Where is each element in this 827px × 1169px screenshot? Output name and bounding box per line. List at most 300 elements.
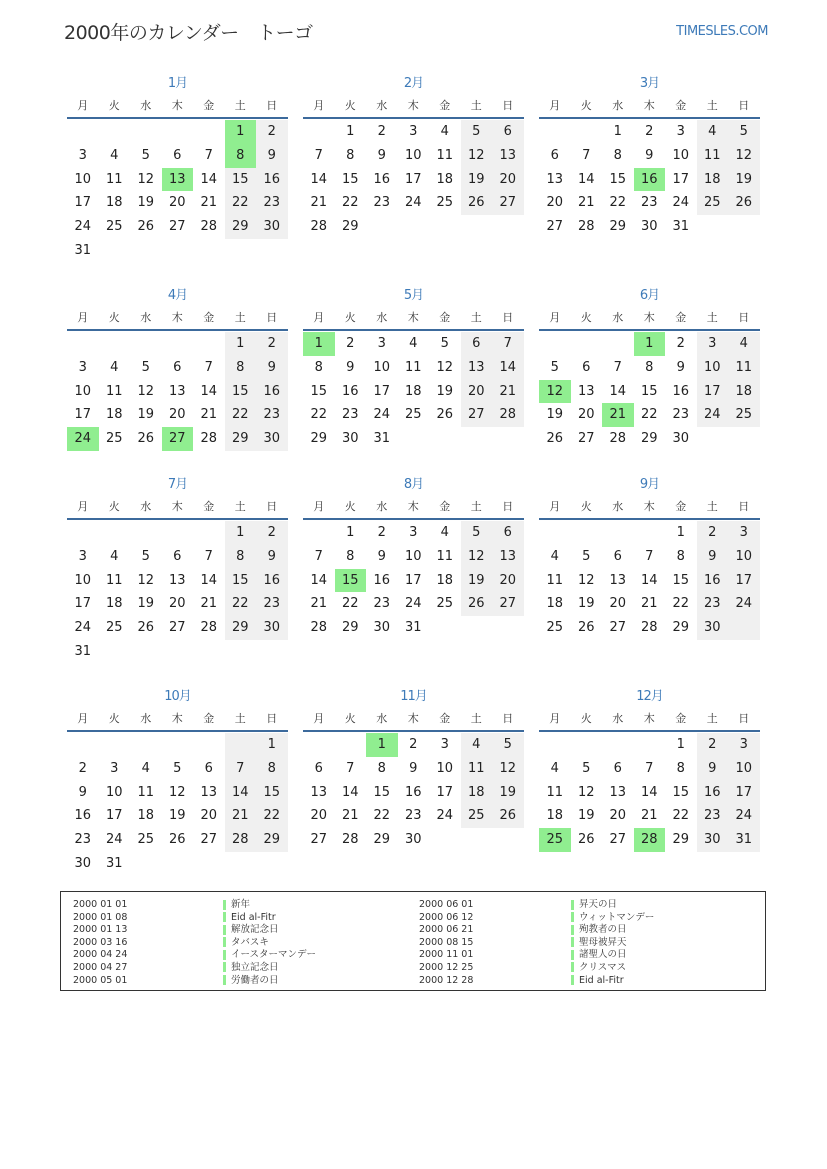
- day-cell[interactable]: 1: [676, 525, 685, 540]
- day-cell[interactable]: 2: [256, 332, 288, 356]
- day-cell[interactable]: 3: [728, 733, 760, 757]
- day-cell[interactable]: 4: [728, 332, 760, 356]
- day-cell[interactable]: 21: [341, 808, 359, 824]
- day-cell[interactable]: 29: [672, 620, 690, 636]
- day-cell[interactable]: 18: [105, 195, 123, 211]
- day-cell[interactable]: 30: [74, 855, 92, 871]
- day-cell[interactable]: 14: [577, 171, 595, 187]
- day-cell[interactable]: 15: [225, 569, 257, 593]
- day-cell[interactable]: 28: [640, 620, 658, 636]
- day-cell[interactable]: 8: [676, 548, 685, 564]
- day-cell[interactable]: 27: [546, 219, 564, 235]
- day-cell[interactable]: 5: [440, 336, 449, 351]
- day-cell[interactable]: 29: [341, 620, 359, 636]
- day-cell[interactable]: 9: [346, 359, 355, 375]
- day-cell[interactable]: 4: [409, 336, 418, 351]
- day-cell[interactable]: 14: [200, 383, 218, 399]
- day-cell[interactable]: 26: [436, 407, 454, 423]
- day-cell[interactable]: 12: [577, 784, 595, 800]
- day-cell[interactable]: 3: [728, 521, 760, 545]
- day-cell[interactable]: 5: [141, 359, 150, 375]
- day-cell[interactable]: 9: [256, 144, 288, 168]
- day-cell[interactable]: 31: [105, 855, 123, 871]
- day-cell[interactable]: 11: [546, 572, 564, 588]
- day-cell[interactable]: 16: [74, 808, 92, 824]
- day-cell[interactable]: 24: [697, 403, 729, 427]
- day-cell[interactable]: 18: [436, 572, 454, 588]
- day-cell[interactable]: 1: [366, 733, 398, 757]
- day-cell[interactable]: 14: [200, 171, 218, 187]
- day-cell[interactable]: 22: [225, 592, 257, 616]
- day-cell[interactable]: 15: [256, 781, 288, 805]
- day-cell[interactable]: 28: [225, 828, 257, 852]
- day-cell[interactable]: 17: [404, 171, 422, 187]
- day-cell[interactable]: 16: [256, 380, 288, 404]
- day-cell[interactable]: 1: [346, 124, 355, 139]
- day-cell[interactable]: 13: [168, 572, 186, 588]
- day-cell[interactable]: 1: [225, 332, 257, 356]
- day-cell[interactable]: 28: [492, 403, 524, 427]
- day-cell[interactable]: 15: [225, 168, 257, 192]
- day-cell[interactable]: 14: [225, 781, 257, 805]
- day-cell[interactable]: 8: [645, 359, 654, 375]
- day-cell[interactable]: 27: [168, 219, 186, 235]
- day-cell[interactable]: 21: [310, 596, 328, 612]
- day-cell[interactable]: 14: [310, 171, 328, 187]
- day-cell[interactable]: 10: [404, 147, 422, 163]
- day-cell[interactable]: 8: [225, 144, 257, 168]
- day-cell[interactable]: 30: [256, 427, 288, 451]
- day-cell[interactable]: 14: [310, 572, 328, 588]
- day-cell[interactable]: 3: [377, 336, 386, 351]
- day-cell[interactable]: 21: [200, 407, 218, 423]
- day-cell[interactable]: 22: [373, 808, 391, 824]
- day-cell[interactable]: 19: [546, 407, 564, 423]
- day-cell[interactable]: 2: [377, 525, 386, 540]
- day-cell[interactable]: 10: [74, 572, 92, 588]
- day-cell[interactable]: 4: [550, 760, 559, 776]
- day-cell[interactable]: 19: [137, 195, 155, 211]
- day-cell[interactable]: 2: [697, 521, 729, 545]
- day-cell[interactable]: 26: [577, 832, 595, 848]
- day-cell[interactable]: 5: [173, 760, 182, 776]
- day-cell[interactable]: 21: [225, 804, 257, 828]
- day-cell[interactable]: 27: [492, 191, 524, 215]
- day-cell[interactable]: 12: [577, 572, 595, 588]
- day-cell[interactable]: 14: [640, 784, 658, 800]
- day-cell[interactable]: 20: [310, 808, 328, 824]
- day-cell[interactable]: 25: [404, 407, 422, 423]
- day-cell[interactable]: 19: [461, 168, 493, 192]
- day-cell[interactable]: 3: [676, 124, 685, 139]
- day-cell[interactable]: 21: [200, 195, 218, 211]
- day-cell[interactable]: 7: [314, 147, 323, 163]
- day-cell[interactable]: 16: [341, 383, 359, 399]
- day-cell[interactable]: 2: [697, 733, 729, 757]
- day-cell[interactable]: 27: [310, 832, 328, 848]
- day-cell[interactable]: 8: [314, 359, 323, 375]
- day-cell[interactable]: 28: [200, 219, 218, 235]
- day-cell[interactable]: 13: [162, 168, 194, 192]
- day-cell[interactable]: 2: [256, 521, 288, 545]
- day-cell[interactable]: 13: [609, 784, 627, 800]
- day-cell[interactable]: 9: [676, 359, 685, 375]
- day-cell[interactable]: 26: [137, 620, 155, 636]
- day-cell[interactable]: 13: [492, 144, 524, 168]
- day-cell[interactable]: 21: [492, 380, 524, 404]
- day-cell[interactable]: 18: [697, 168, 729, 192]
- day-cell[interactable]: 11: [105, 171, 123, 187]
- day-cell[interactable]: 20: [609, 808, 627, 824]
- day-cell[interactable]: 19: [577, 596, 595, 612]
- day-cell[interactable]: 15: [672, 784, 690, 800]
- day-cell[interactable]: 31: [373, 431, 391, 447]
- day-cell[interactable]: 11: [546, 784, 564, 800]
- day-cell[interactable]: 22: [256, 804, 288, 828]
- day-cell[interactable]: 7: [204, 548, 213, 564]
- day-cell[interactable]: 23: [256, 592, 288, 616]
- day-cell[interactable]: 29: [225, 427, 257, 451]
- day-cell[interactable]: 20: [168, 596, 186, 612]
- day-cell[interactable]: 15: [640, 383, 658, 399]
- day-cell[interactable]: 28: [310, 219, 328, 235]
- day-cell[interactable]: 28: [200, 620, 218, 636]
- day-cell[interactable]: 23: [256, 191, 288, 215]
- day-cell[interactable]: 12: [137, 572, 155, 588]
- day-cell[interactable]: 10: [373, 359, 391, 375]
- day-cell[interactable]: 22: [672, 808, 690, 824]
- day-cell[interactable]: 25: [546, 620, 564, 636]
- day-cell[interactable]: 23: [404, 808, 422, 824]
- day-cell[interactable]: 6: [613, 548, 622, 564]
- day-cell[interactable]: 26: [492, 804, 524, 828]
- day-cell[interactable]: 22: [225, 403, 257, 427]
- day-cell[interactable]: 11: [436, 548, 454, 564]
- day-cell[interactable]: 1: [225, 120, 257, 144]
- day-cell[interactable]: 20: [461, 380, 493, 404]
- day-cell[interactable]: 28: [609, 431, 627, 447]
- day-cell[interactable]: 28: [200, 431, 218, 447]
- day-cell[interactable]: 18: [546, 596, 564, 612]
- day-cell[interactable]: 5: [141, 548, 150, 564]
- day-cell[interactable]: 21: [602, 403, 634, 427]
- day-cell[interactable]: 28: [577, 219, 595, 235]
- day-cell[interactable]: 10: [697, 356, 729, 380]
- day-cell[interactable]: 27: [609, 832, 627, 848]
- day-cell[interactable]: 30: [640, 219, 658, 235]
- day-cell[interactable]: 6: [492, 521, 524, 545]
- day-cell[interactable]: 14: [609, 383, 627, 399]
- day-cell[interactable]: 9: [697, 545, 729, 569]
- day-cell[interactable]: 11: [436, 147, 454, 163]
- day-cell[interactable]: 2: [377, 124, 386, 139]
- day-cell[interactable]: 16: [672, 383, 690, 399]
- day-cell[interactable]: 15: [609, 171, 627, 187]
- day-cell[interactable]: 17: [672, 171, 690, 187]
- day-cell[interactable]: 7: [582, 147, 591, 163]
- day-cell[interactable]: 19: [461, 569, 493, 593]
- day-cell[interactable]: 13: [577, 383, 595, 399]
- day-cell[interactable]: 7: [613, 359, 622, 375]
- day-cell[interactable]: 22: [310, 407, 328, 423]
- day-cell[interactable]: 8: [377, 760, 386, 776]
- site-logo[interactable]: TIMESLES.COM: [676, 24, 768, 39]
- day-cell[interactable]: 30: [672, 431, 690, 447]
- day-cell[interactable]: 22: [672, 596, 690, 612]
- day-cell[interactable]: 6: [204, 760, 213, 776]
- day-cell[interactable]: 7: [314, 548, 323, 564]
- day-cell[interactable]: 17: [74, 407, 92, 423]
- day-cell[interactable]: 23: [373, 195, 391, 211]
- day-cell[interactable]: 6: [461, 332, 493, 356]
- day-cell[interactable]: 25: [697, 191, 729, 215]
- day-cell[interactable]: 8: [613, 147, 622, 163]
- day-cell[interactable]: 17: [105, 808, 123, 824]
- day-cell[interactable]: 9: [409, 760, 418, 776]
- day-cell[interactable]: 17: [436, 784, 454, 800]
- day-cell[interactable]: 2: [346, 336, 355, 351]
- day-cell[interactable]: 3: [110, 760, 119, 776]
- day-cell[interactable]: 29: [341, 219, 359, 235]
- day-cell[interactable]: 20: [168, 195, 186, 211]
- day-cell[interactable]: 20: [546, 195, 564, 211]
- day-cell[interactable]: 20: [609, 596, 627, 612]
- day-cell[interactable]: 17: [728, 569, 760, 593]
- day-cell[interactable]: 11: [404, 359, 422, 375]
- day-cell[interactable]: 9: [645, 147, 654, 163]
- day-cell[interactable]: 26: [461, 191, 493, 215]
- day-cell[interactable]: 24: [436, 808, 454, 824]
- day-cell[interactable]: 10: [105, 784, 123, 800]
- day-cell[interactable]: 27: [168, 620, 186, 636]
- day-cell[interactable]: 17: [404, 572, 422, 588]
- day-cell[interactable]: 16: [634, 168, 666, 192]
- day-cell[interactable]: 2: [676, 336, 685, 351]
- day-cell[interactable]: 27: [492, 592, 524, 616]
- day-cell[interactable]: 18: [546, 808, 564, 824]
- day-cell[interactable]: 23: [697, 804, 729, 828]
- day-cell[interactable]: 8: [346, 147, 355, 163]
- day-cell[interactable]: 25: [105, 431, 123, 447]
- day-cell[interactable]: 9: [377, 147, 386, 163]
- day-cell[interactable]: 26: [577, 620, 595, 636]
- day-cell[interactable]: 13: [168, 383, 186, 399]
- day-cell[interactable]: 22: [225, 191, 257, 215]
- day-cell[interactable]: 19: [436, 383, 454, 399]
- day-cell[interactable]: 6: [314, 760, 323, 776]
- day-cell[interactable]: 10: [728, 545, 760, 569]
- day-cell[interactable]: 12: [436, 359, 454, 375]
- day-cell[interactable]: 7: [645, 760, 654, 776]
- day-cell[interactable]: 20: [200, 808, 218, 824]
- day-cell[interactable]: 1: [613, 124, 622, 139]
- day-cell[interactable]: 14: [341, 784, 359, 800]
- day-cell[interactable]: 3: [78, 147, 87, 163]
- day-cell[interactable]: 23: [256, 403, 288, 427]
- day-cell[interactable]: 4: [697, 120, 729, 144]
- day-cell[interactable]: 12: [539, 380, 571, 404]
- day-cell[interactable]: 19: [137, 407, 155, 423]
- day-cell[interactable]: 8: [225, 356, 257, 380]
- day-cell[interactable]: 31: [74, 242, 92, 258]
- day-cell[interactable]: 29: [256, 828, 288, 852]
- day-cell[interactable]: 26: [546, 431, 564, 447]
- day-cell[interactable]: 8: [256, 757, 288, 781]
- day-cell[interactable]: 31: [672, 219, 690, 235]
- day-cell[interactable]: 27: [609, 620, 627, 636]
- day-cell[interactable]: 26: [461, 592, 493, 616]
- day-cell[interactable]: 31: [404, 620, 422, 636]
- day-cell[interactable]: 16: [697, 569, 729, 593]
- day-cell[interactable]: 25: [461, 804, 493, 828]
- day-cell[interactable]: 15: [373, 784, 391, 800]
- day-cell[interactable]: 4: [550, 548, 559, 564]
- day-cell[interactable]: 12: [461, 144, 493, 168]
- day-cell[interactable]: 6: [173, 548, 182, 564]
- day-cell[interactable]: 30: [341, 431, 359, 447]
- day-cell[interactable]: 19: [137, 596, 155, 612]
- day-cell[interactable]: 7: [225, 757, 257, 781]
- day-cell[interactable]: 22: [640, 407, 658, 423]
- day-cell[interactable]: 23: [697, 592, 729, 616]
- day-cell[interactable]: 19: [577, 808, 595, 824]
- day-cell[interactable]: 26: [728, 191, 760, 215]
- day-cell[interactable]: 19: [492, 781, 524, 805]
- day-cell[interactable]: 21: [200, 596, 218, 612]
- day-cell[interactable]: 6: [550, 147, 559, 163]
- day-cell[interactable]: 16: [373, 572, 391, 588]
- day-cell[interactable]: 10: [74, 171, 92, 187]
- day-cell[interactable]: 12: [168, 784, 186, 800]
- day-cell[interactable]: 9: [256, 545, 288, 569]
- day-cell[interactable]: 13: [609, 572, 627, 588]
- day-cell[interactable]: 11: [105, 572, 123, 588]
- day-cell[interactable]: 24: [105, 832, 123, 848]
- day-cell[interactable]: 24: [74, 620, 92, 636]
- day-cell[interactable]: 21: [577, 195, 595, 211]
- day-cell[interactable]: 13: [200, 784, 218, 800]
- day-cell[interactable]: 30: [256, 215, 288, 239]
- day-cell[interactable]: 25: [105, 620, 123, 636]
- day-cell[interactable]: 14: [640, 572, 658, 588]
- day-cell[interactable]: 16: [697, 781, 729, 805]
- day-cell[interactable]: 24: [728, 804, 760, 828]
- day-cell[interactable]: 13: [461, 356, 493, 380]
- day-cell[interactable]: 25: [436, 195, 454, 211]
- day-cell[interactable]: 3: [409, 124, 418, 139]
- day-cell[interactable]: 27: [200, 832, 218, 848]
- day-cell[interactable]: 27: [162, 427, 194, 451]
- day-cell[interactable]: 22: [341, 195, 359, 211]
- day-cell[interactable]: 3: [440, 737, 449, 752]
- day-cell[interactable]: 30: [404, 832, 422, 848]
- day-cell[interactable]: 12: [492, 757, 524, 781]
- day-cell[interactable]: 26: [137, 219, 155, 235]
- day-cell[interactable]: 13: [310, 784, 328, 800]
- day-cell[interactable]: 5: [141, 147, 150, 163]
- day-cell[interactable]: 23: [373, 596, 391, 612]
- day-cell[interactable]: 29: [672, 832, 690, 848]
- day-cell[interactable]: 2: [645, 124, 654, 139]
- day-cell[interactable]: 22: [341, 596, 359, 612]
- day-cell[interactable]: 26: [137, 431, 155, 447]
- day-cell[interactable]: 30: [373, 620, 391, 636]
- day-cell[interactable]: 18: [461, 781, 493, 805]
- day-cell[interactable]: 5: [582, 760, 591, 776]
- day-cell[interactable]: 29: [609, 219, 627, 235]
- day-cell[interactable]: 27: [577, 431, 595, 447]
- day-cell[interactable]: 24: [404, 195, 422, 211]
- day-cell[interactable]: 29: [225, 215, 257, 239]
- day-cell[interactable]: 6: [613, 760, 622, 776]
- day-cell[interactable]: 31: [728, 828, 760, 852]
- day-cell[interactable]: 2: [256, 120, 288, 144]
- day-cell[interactable]: 11: [728, 356, 760, 380]
- day-cell[interactable]: 21: [640, 808, 658, 824]
- day-cell[interactable]: 30: [697, 828, 729, 852]
- day-cell[interactable]: 24: [672, 195, 690, 211]
- day-cell[interactable]: 1: [256, 733, 288, 757]
- day-cell[interactable]: 1: [634, 332, 666, 356]
- day-cell[interactable]: 6: [582, 359, 591, 375]
- day-cell[interactable]: 7: [204, 359, 213, 375]
- day-cell[interactable]: 4: [110, 359, 119, 375]
- day-cell[interactable]: 4: [110, 548, 119, 564]
- day-cell[interactable]: 17: [728, 781, 760, 805]
- day-cell[interactable]: 29: [310, 431, 328, 447]
- day-cell[interactable]: 25: [137, 832, 155, 848]
- day-cell[interactable]: 13: [492, 545, 524, 569]
- day-cell[interactable]: 27: [461, 403, 493, 427]
- day-cell[interactable]: 4: [141, 760, 150, 776]
- day-cell[interactable]: 15: [341, 171, 359, 187]
- day-cell[interactable]: 18: [436, 171, 454, 187]
- day-cell[interactable]: 26: [168, 832, 186, 848]
- day-cell[interactable]: 5: [461, 120, 493, 144]
- day-cell[interactable]: 23: [74, 832, 92, 848]
- day-cell[interactable]: 30: [256, 616, 288, 640]
- day-cell[interactable]: 16: [373, 171, 391, 187]
- day-cell[interactable]: 1: [303, 332, 335, 356]
- day-cell[interactable]: 12: [137, 171, 155, 187]
- day-cell[interactable]: 2: [78, 760, 87, 776]
- day-cell[interactable]: 19: [168, 808, 186, 824]
- day-cell[interactable]: 28: [341, 832, 359, 848]
- day-cell[interactable]: 14: [200, 572, 218, 588]
- day-cell[interactable]: 23: [341, 407, 359, 423]
- day-cell[interactable]: 11: [461, 757, 493, 781]
- day-cell[interactable]: 13: [546, 171, 564, 187]
- day-cell[interactable]: 17: [74, 596, 92, 612]
- day-cell[interactable]: 11: [137, 784, 155, 800]
- day-cell[interactable]: 30: [697, 616, 729, 640]
- day-cell[interactable]: 10: [436, 760, 454, 776]
- day-cell[interactable]: 24: [67, 427, 99, 451]
- day-cell[interactable]: 7: [492, 332, 524, 356]
- day-cell[interactable]: 25: [728, 403, 760, 427]
- day-cell[interactable]: 12: [461, 545, 493, 569]
- day-cell[interactable]: 21: [640, 596, 658, 612]
- day-cell[interactable]: 28: [634, 828, 666, 852]
- day-cell[interactable]: 29: [373, 832, 391, 848]
- day-cell[interactable]: 9: [256, 356, 288, 380]
- day-cell[interactable]: 20: [577, 407, 595, 423]
- day-cell[interactable]: 3: [78, 548, 87, 564]
- day-cell[interactable]: 11: [697, 144, 729, 168]
- day-cell[interactable]: 15: [225, 380, 257, 404]
- day-cell[interactable]: 25: [539, 828, 571, 852]
- day-cell[interactable]: 6: [492, 120, 524, 144]
